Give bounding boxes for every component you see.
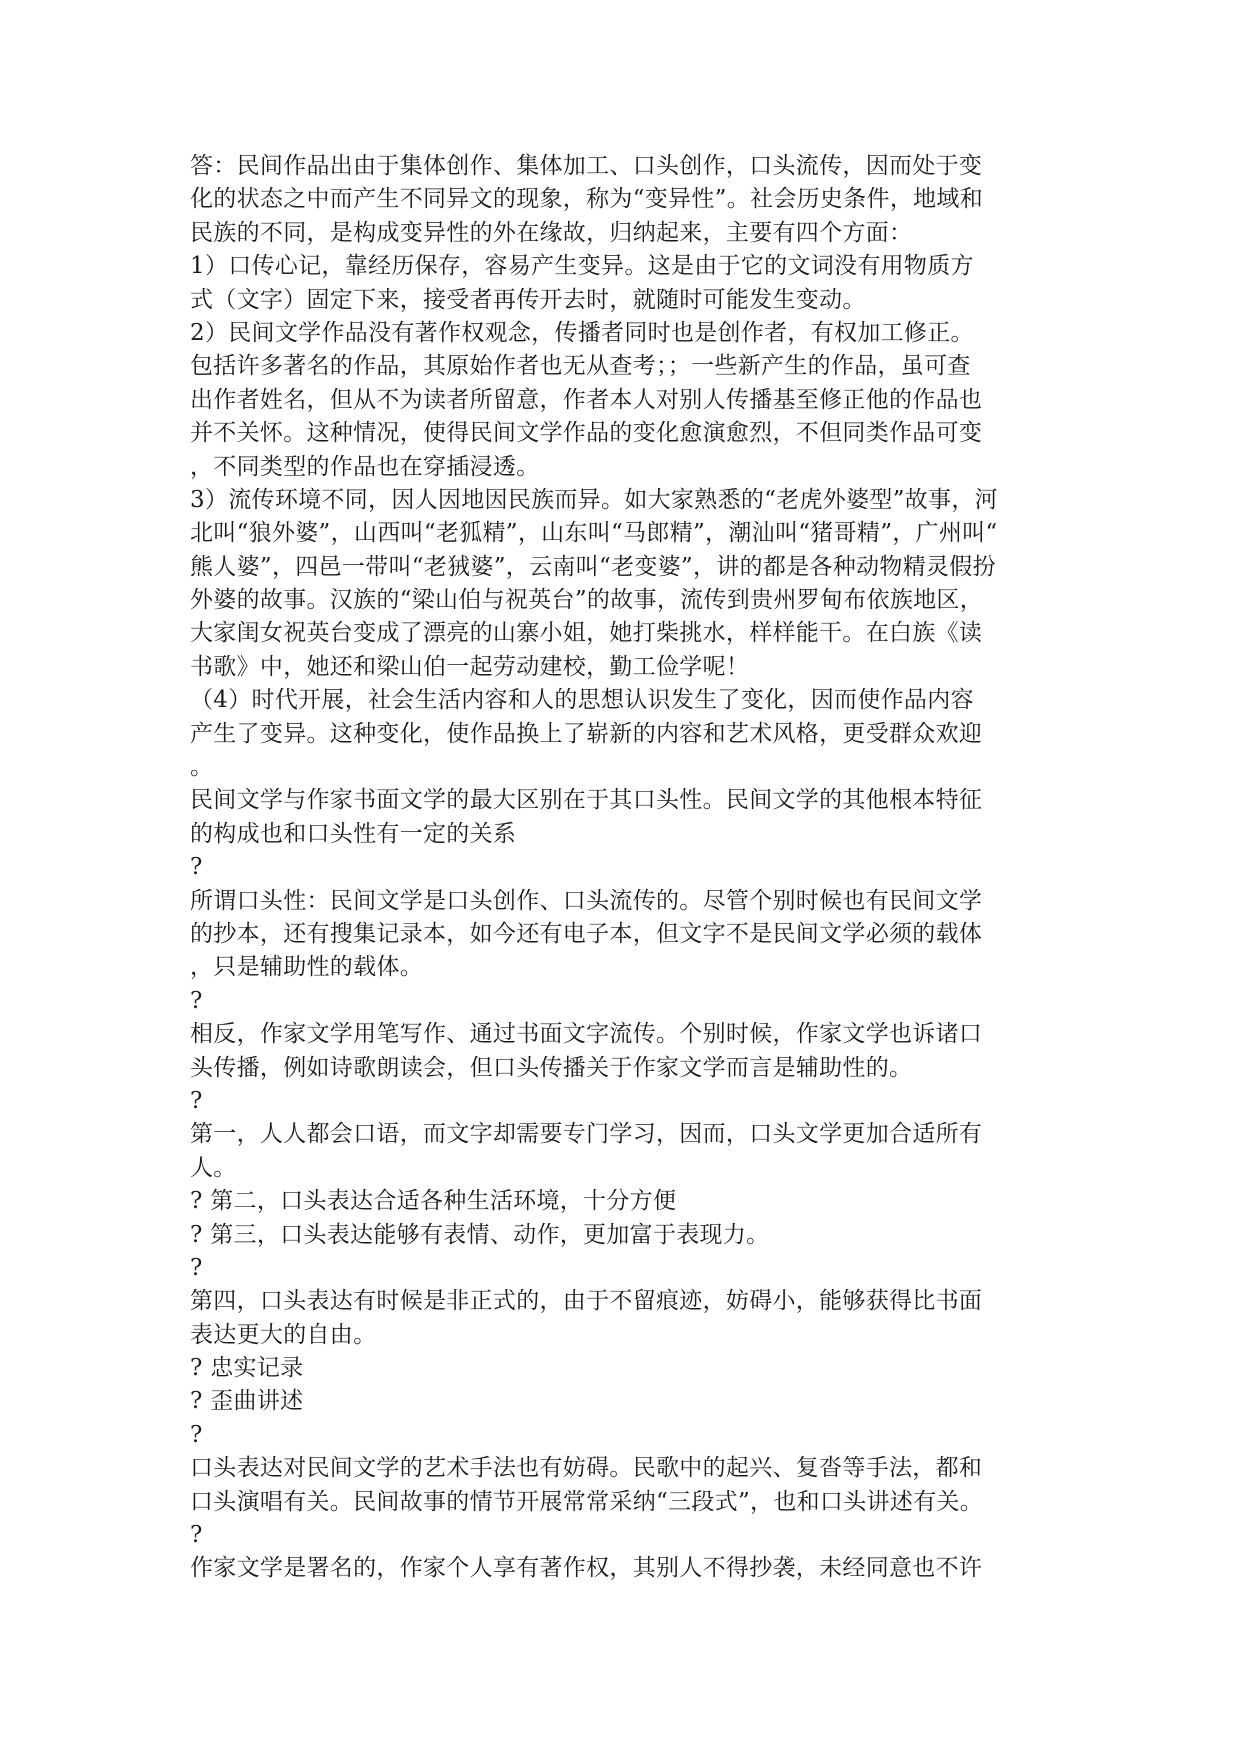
text-line: ?: [190, 1254, 203, 1281]
text-line: 式（文字）固定下来，接受者再传开去时，就随时可能发生变动。: [190, 286, 866, 313]
text-line: 熊人婆”，四邑一带叫“老狨婆”，云南叫“老变婆”，讲的都是各种动物精灵假扮: [190, 553, 996, 580]
text-line: 1）口传心记，靠经历保存，容易产生变异。这是由于它的文词没有用物质方: [190, 253, 974, 280]
text-line: 外婆的故事。汉族的“梁山伯与祝英台”的故事，流传到贵州罗甸布依族地区，: [190, 587, 984, 614]
text-line: 第四，口头表达有时候是非正式的，由于不留痕迹，妨碍小，能够获得比书面: [190, 1288, 983, 1315]
text-line: 相反，作家文学用笔写作、通过书面文字流传。个别时候，作家文学也诉诸口: [190, 1021, 983, 1048]
text-line: 所谓口头性：民间文学是口头创作、口头流传的。尽管个别时候也有民间文学: [190, 887, 983, 914]
text-line: 第一，人人都会口语，而文字却需要专门学习，因而，口头文学更加合适所有: [190, 1121, 983, 1148]
text-line: 包括许多著名的作品，其原始作者也无从查考；；一些新产生的作品，虽可查: [190, 353, 971, 380]
text-line: 书歌》中，她还和梁山伯一起劳动建校，勤工俭学呢！: [190, 653, 750, 680]
text-line: 口头表达对民间文学的艺术手法也有妨碍。民歌中的起兴、复沓等手法，都和: [190, 1455, 983, 1482]
text-line: 口头演唱有关。民间故事的情节开展常常采纳“三段式”，也和口头讲述有关。: [190, 1488, 984, 1515]
text-line: ? 第三，口头表达能够有表情、动作，更加富于表现力。: [190, 1221, 770, 1248]
text-line: ，只是辅助性的载体。: [190, 954, 423, 981]
text-line: ? 第二，口头表达合适各种生活环境，十分方便: [190, 1188, 677, 1215]
body-text: [190, 150, 1070, 1586]
text-line: 民族的不同，是构成变异性的外在缘故，归纳起来，主要有四个方面：: [190, 219, 913, 246]
text-line: 3）流传环境不同，因人因地因民族而异。如大家熟悉的“老虎外婆型”故事，河: [190, 486, 998, 513]
text-line: 的抄本，还有搜集记录本，如今还有电子本，但文字不是民间文学必须的载体: [190, 920, 983, 947]
text-line: （4）时代开展，社会生活内容和人的思想认识发生了变化，因而使作品内容: [190, 687, 974, 714]
text-line: 。: [190, 754, 214, 781]
text-line: 2）民间文学作品没有著作权观念，传播者同时也是创作者，有权加工修正。: [190, 319, 974, 346]
text-line: ，不同类型的作品也在穿插浸透。: [190, 453, 540, 480]
text-line: 作家文学是署名的，作家个人享有著作权，其别人不得抄袭，未经同意也不许: [190, 1555, 983, 1582]
text-line: 表达更大的自由。: [190, 1321, 377, 1348]
text-line: 产生了变异。这种变化，使作品换上了崭新的内容和艺术风格，更受群众欢迎: [190, 720, 983, 747]
text-line: 民间文学与作家书面文学的最大区别在于其口头性。民间文学的其他根本特征: [190, 787, 983, 814]
text-line: 的构成也和口头性有一定的关系: [190, 820, 517, 847]
text-line: 并不关怀。这种情况，使得民间文学作品的变化愈演愈烈，不但同类作品可变: [190, 420, 983, 447]
text-line: ? 歪曲讲述: [190, 1388, 304, 1415]
text-line: ?: [190, 987, 203, 1014]
text-line: 出作者姓名，但从不为读者所留意，作者本人对别人传播基至修正他的作品也: [190, 386, 983, 413]
text-line: ? 忠实记录: [190, 1355, 304, 1382]
text-line: 北叫“狼外婆”，山西叫“老狐精”，山东叫“马郎精”，潮汕叫“猪哥精”，广州叫“: [190, 520, 998, 547]
text-line: 大家闺女祝英台变成了漂亮的山寨小姐，她打柴挑水，样样能干。在白族《读: [190, 620, 983, 647]
text-line: 答：民间作品出由于集体创作、集体加工、口头创作，口头流传，因而处于变: [190, 153, 983, 179]
text-line: ?: [190, 854, 203, 881]
text-line: 人。: [190, 1154, 237, 1181]
text-line: ?: [190, 1087, 203, 1114]
text-line: ?: [190, 1522, 203, 1549]
text-line: 头传播，例如诗歌朗读会，但口头传播关于作家文学而言是辅助性的。: [190, 1054, 913, 1081]
text-line: ?: [190, 1421, 203, 1448]
text-line: 化的状态之中而产生不同异文的现象，称为“变异性”。社会历史条件，地域和: [190, 186, 984, 213]
